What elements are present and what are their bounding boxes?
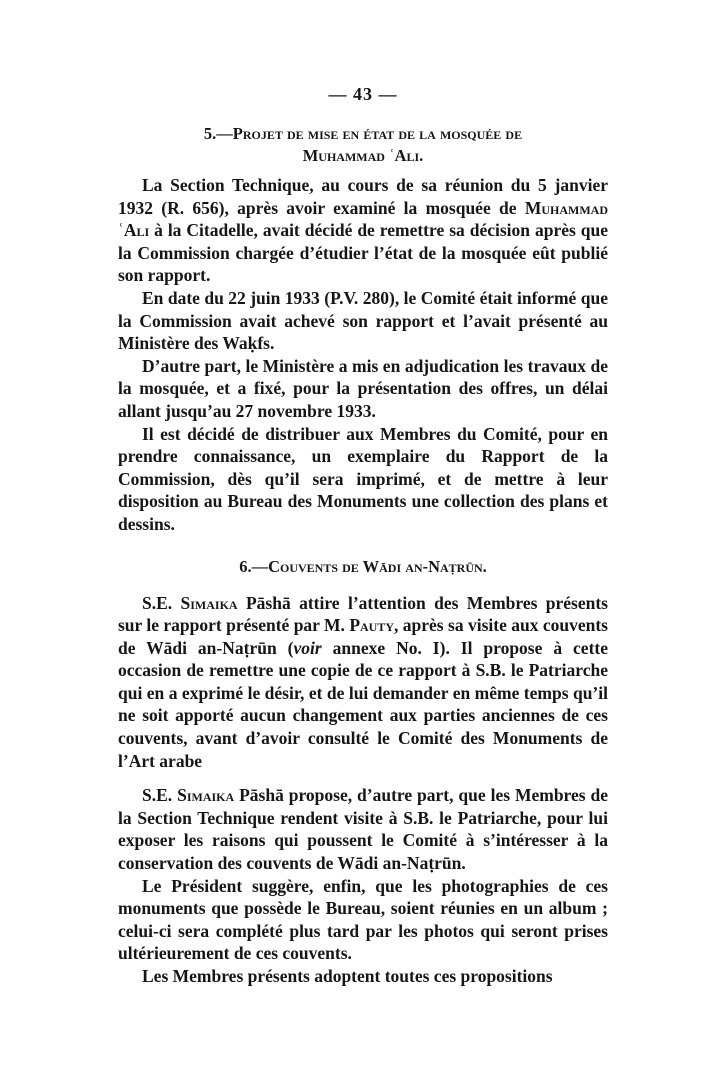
section-5-paragraph-2: En date du 22 juin 1933 (P.V. 280), le Comité était informé que la Commission avait achevé son rapport et l’avait présenté au Ministère des Waḳfs. — [118, 287, 608, 354]
section-5-paragraph-4: Il est décidé de distribuer aux Membres du Comité, pour en prendre connaissance, un exemplaire du Rapport de la Commission, dès qu’il sera imprimé, et de mettre à leur disposition au Bureau des Monuments une collection des plans et dessins. — [118, 423, 608, 534]
section-6-paragraph-3: Le Président suggère, enfin, que les photographies de ces monuments que possède le Bureau, soient réunies en un album ; celui-ci sera complété plus tard par les photos qui seront prises ultérieurement de ces couvents. — [118, 875, 608, 964]
person-name: Pauty — [349, 615, 395, 636]
section-5-title — [118, 123, 608, 167]
text-run: , après sa visite aux couvents de Wādi an-Naṭrūn ( — [118, 615, 608, 658]
text-run: Pāshā propose, d’autre part, que les Membres de la Section Technique rendent visite à S.B. le Patriarche, pour lui exposer les raisons qui poussent le Comité à s’intéresser à la conservation des couvents de Wādi an-Naṭrūn. — [118, 785, 609, 874]
person-name: Muhammad ʿAli — [118, 197, 608, 241]
text-run: La Section Technique, au cours de sa réunion du 5 janvier 1932 (R. 656), après avoir examiné la mosquée de — [118, 175, 608, 218]
text-run: annexe No. I). Il propose à cette occasion de remettre une copie de ce rapport à S.B. le Patriarche qui en a exprimé le désir, et de lui demander en même temps qu’il ne soit apporté aucun changement aux parties anciennes de ces couvents, avant d’avoir consulté le Comité des Monuments de l’Art arabe — [118, 637, 608, 771]
person-name: Simaika — [180, 592, 238, 613]
section-6-paragraph-4: Les Membres présents adoptent toutes ces propositions — [142, 966, 553, 986]
page-number: — 43 — — [328, 84, 398, 104]
section-5-paragraph-3: D’autre part, le Ministère a mis en adjudication les travaux de la mosquée, et a fixé, pour la présentation des offres, un délai allant jusqu’au 27 novembre 1933. — [118, 355, 608, 421]
section-6-paragraph-1 — [118, 592, 608, 773]
person-name: Simaika — [177, 785, 235, 806]
text-run: Pāshā attire l’attention des Membres présents sur le rapport présenté par M. — [118, 592, 608, 636]
section-6-paragraph-2 — [118, 784, 608, 874]
document-page — [118, 84, 608, 988]
section-5-title-line1: Projet de mise en état de la mosquée de — [232, 124, 523, 143]
section-5-paragraph-1 — [118, 174, 608, 287]
section-5-title-line2: Muhammad ʿAli. — [302, 146, 424, 165]
section-6-title — [118, 556, 608, 578]
section-6-title-text: Couvents de Wādi an-Naṭrūn. — [268, 556, 487, 576]
section-6-number: 6.— — [239, 556, 269, 576]
voir-italic: voir — [293, 637, 322, 658]
text-run: à la Citadelle, avait décidé de remettre sa décision après que la Commission chargée d’étudier l’état de la mosquée eût publié son rapport. — [118, 220, 608, 286]
text-run: S.E. — [142, 592, 181, 613]
text-run: S.E. — [142, 785, 178, 806]
section-5-number: 5.— — [203, 124, 233, 143]
